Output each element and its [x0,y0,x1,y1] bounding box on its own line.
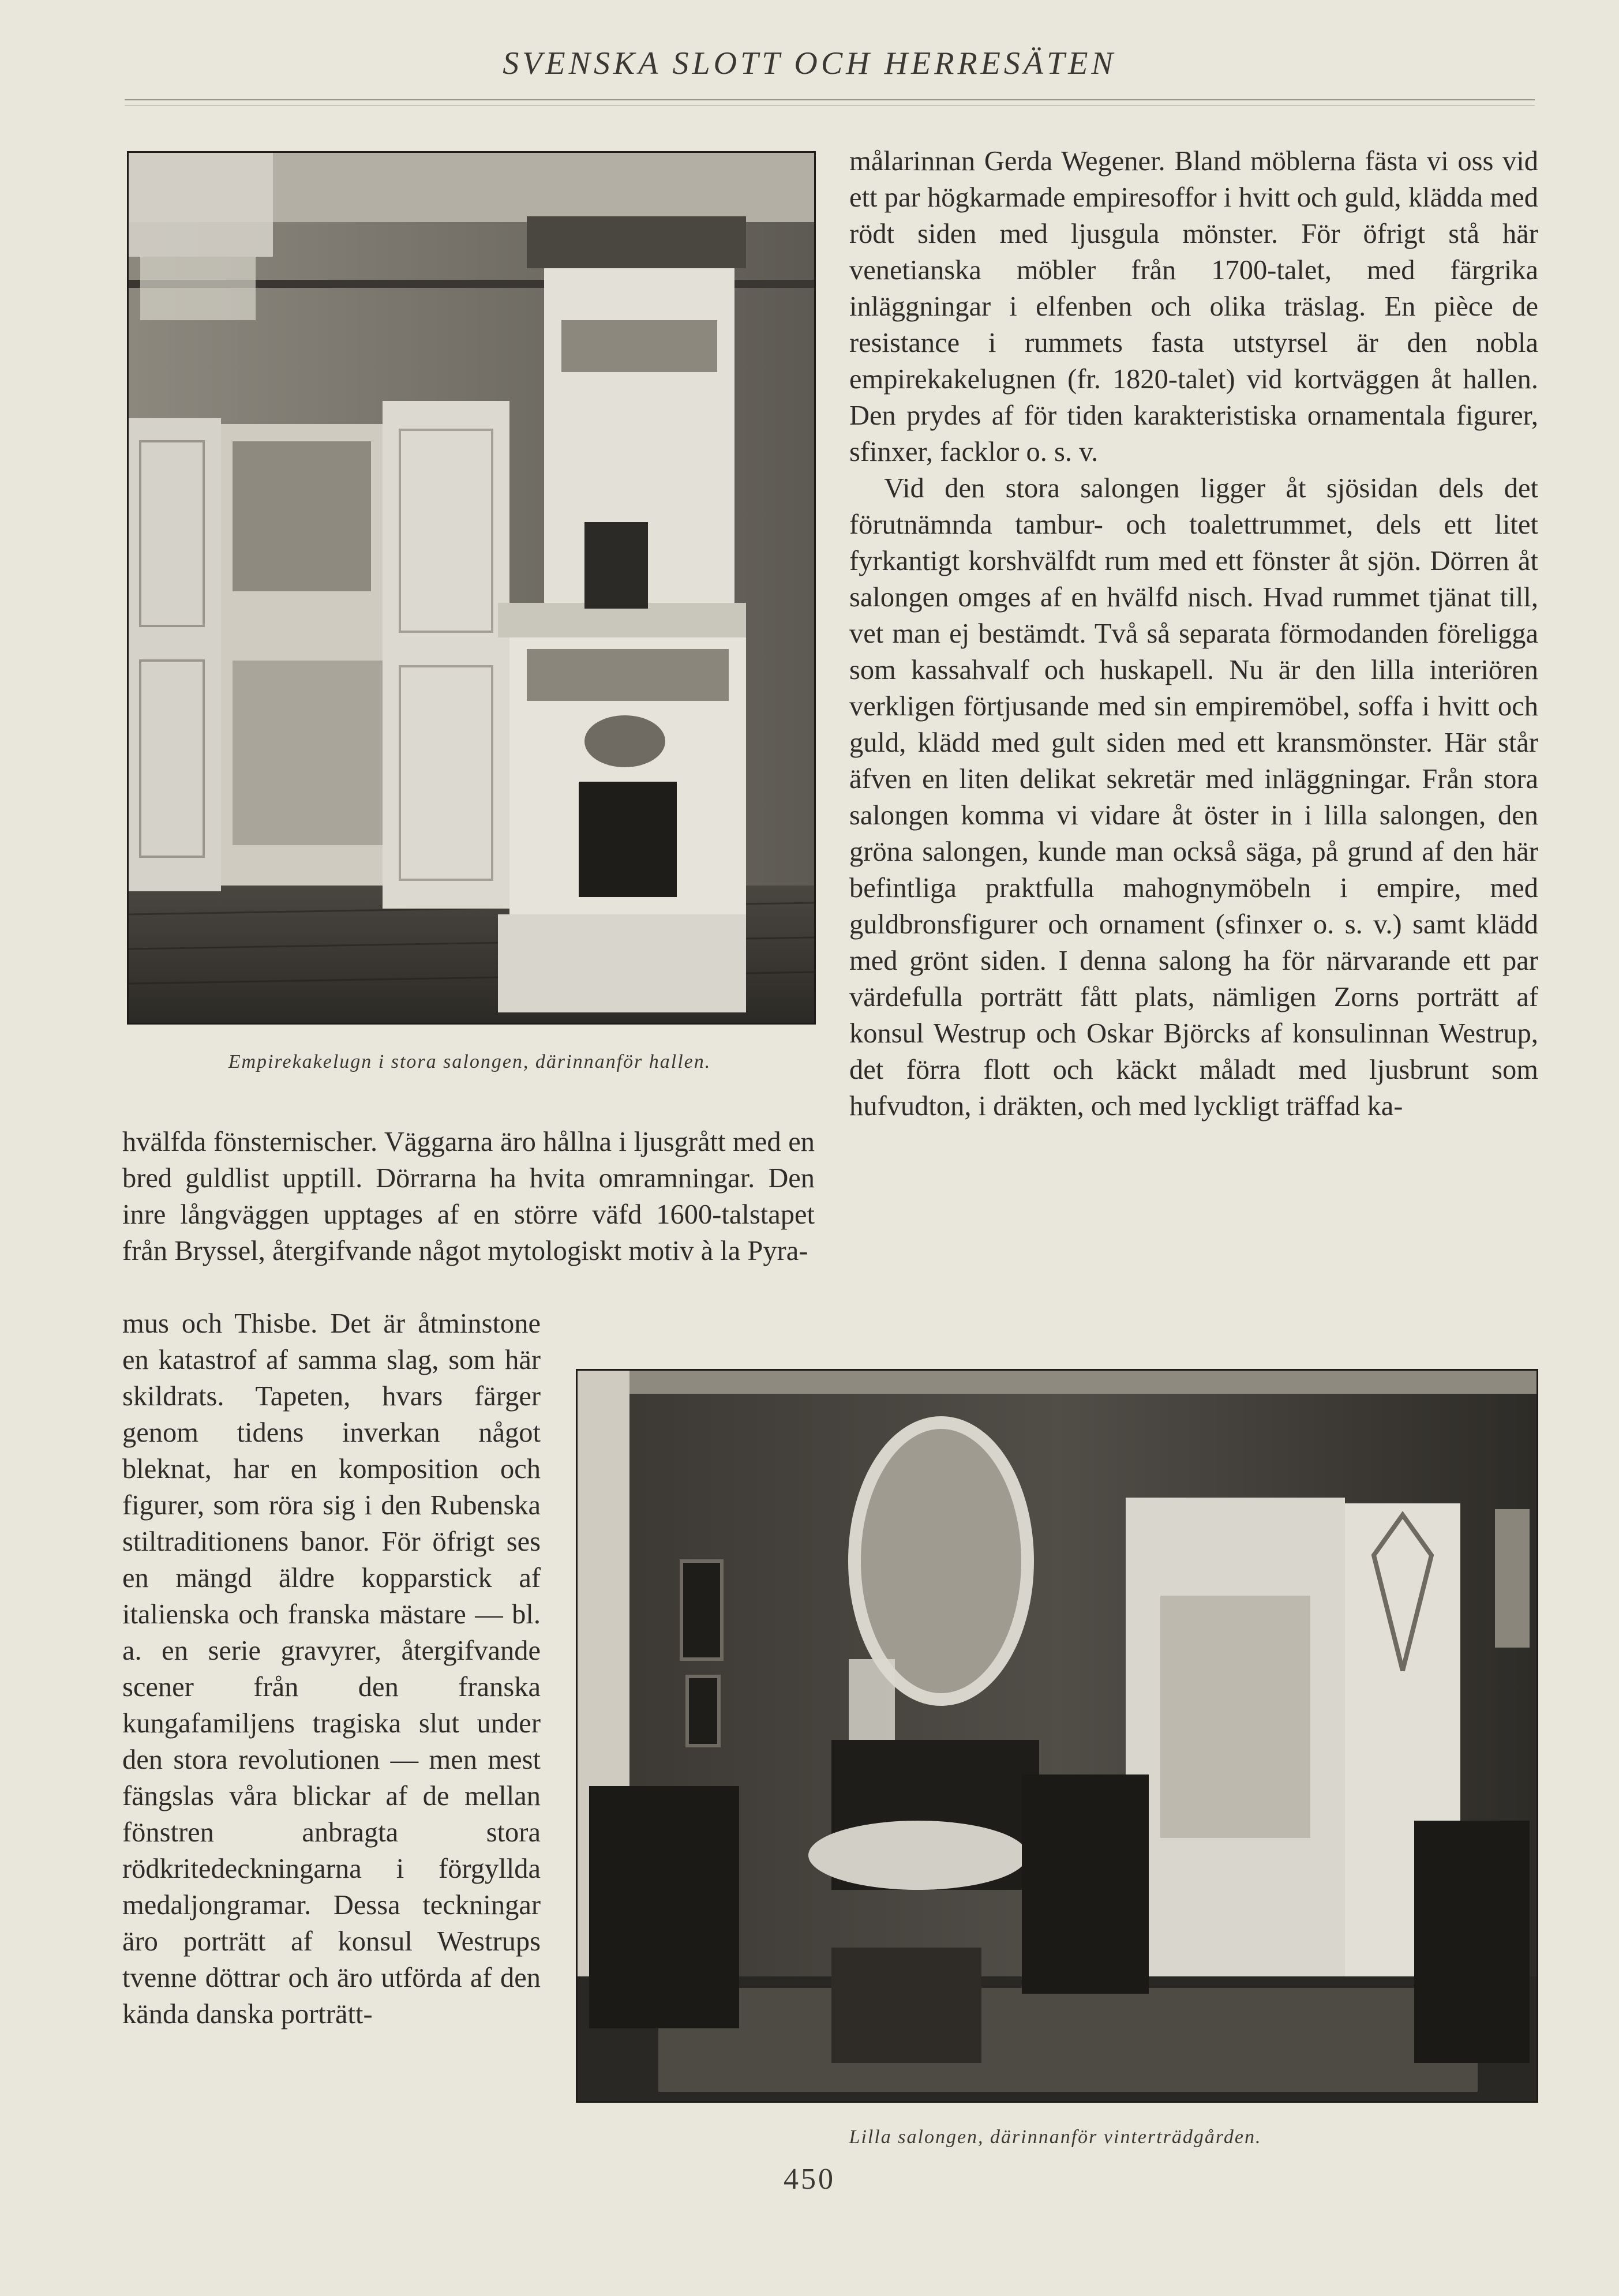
page-number: 450 [784,2163,835,2196]
running-header: SVENSKA SLOTT OCH HERRESÄTEN [503,46,1116,81]
figure-caption-2: Lilla salongen, därinnanför vinterträdgården. [849,2126,1262,2148]
paragraph: Vid den stora salongen ligger åt sjösidan dels det förutnämnda tambur- och toalettrummet, dels ett litet fyrkantigt korshvälfdt rum med ett fönster åt sjön. Dörren åt salongen omges af en hvälfd nisch. Hvad rummet tjänat till, vet man ej bestämdt. Två så separata förmodanden föreligga som kassahvalf och huskapell. Nu är den lilla interiören verkligen förtjusande med sin empiremöbel, soffa i hvitt och guld, klädd med gult siden med ett kransmönster. Här står äfven en liten delikat sekretär med inläggningar. Från stora salongen komma vi vidare åt öster in i lilla salongen, den gröna salongen, kunde man också säga, på grund af den här befintliga praktfulla mahognymöbeln i empire, med guldbronsfigurer och ornament (sfinxer o. s. v.) samt klädd med grönt siden. I denna salong ha för närvarande ett par värdefulla porträtt fått plats, nämligen Zorns porträtt af konsul Westrup och Oskar Björcks af konsulinnan Westrup, det förra flott och käckt måladt med ljusbrunt som hufvudton, i dräkten, och med lyckligt träffad ka- [849,473,1538,1121]
text-left-column: hvälfda fönsternischer. Väggarna äro hållna i ljusgrått med en bred guldlist upptill. Dörrarna ha hvita omramningar. Den inre långväggen upptages af en större väfd 1600-talstapet från Bryssel, återgifvande något mytologiskt motiv à la Pyra- [122,1127,815,1266]
photo-empire-stove [127,151,816,1025]
paragraph: målarinnan Gerda Wegener. Bland möblerna fästa vi oss vid ett par högkarmade empiresoffor i hvitt och guld, klädda med rödt siden med ljusgula mönster. För öfrigt stå här venetianska möbler från 1700-talet, med färgrika inläggningar i elfenben och olika träslag. En pièce de resistance i rummets fasta utstyrsel är den nobla empirekakelugnen (fr. 1820-talet) vid kortväggen åt hallen. Den prydes af för tiden karakteristiska ornamentala figurer, sfinxer, facklor o. s. v. [849,146,1538,467]
photo-small-salon [576,1369,1538,2103]
text-right-column [849,143,1538,1124]
text-left-narrow-column: mus och Thisbe. Det är åtminstone en katastrof af samma slag, som här skildrats. Tapeten, hvars färger genom tidens inverkan något bleknat, har en komposition och figurer, som röra sig i den Rubenska stiltraditionens banor. För öfrigt ses en mängd äldre kopparstick af italienska och franska mästare — bl. a. en serie gravyrer, återgifvande scener från den franska kungafamiljens tragiska slut under den stora revolutionen — men mest fängslas våra blickar af de mellan fönstren anbragta stora rödkritedeckningarna i förgyllda medaljongramar. Dessa teckningar äro porträtt af konsul Westrups tvenne döttrar och äro utförda af den kända danska porträtt- [122,1308,541,2029]
figure-caption-1: Empirekakelugn i stora salongen, därinnanför hallen. [228,1051,711,1072]
header-rule [125,99,1535,100]
header-rule-thin [125,105,1535,106]
